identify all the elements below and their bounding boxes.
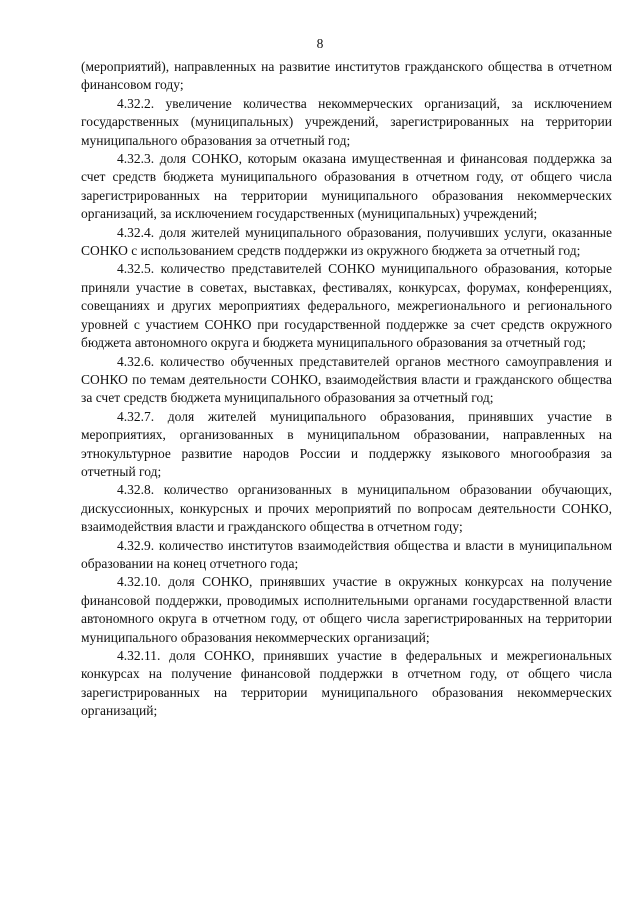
paragraph-4-32-11: 4.32.11. доля СОНКО, принявших участие в федеральных и межрегиональных конкурсах на получение финансовой поддержки в отчетном году, от общего числа зарегистрированных на территории муниципального образования некоммерческих организаций; [81, 648, 612, 719]
paragraph-continuation: (мероприятий), направленных на развитие институтов гражданского общества в отчетном финансовом году; [81, 59, 612, 93]
paragraph-4-32-7: 4.32.7. доля жителей муниципального образования, принявших участие в мероприятиях, организованных в муниципальном образовании, направленных на этнокультурное развитие народов России и поддержку языкового многообразия за отчетный год; [81, 408, 612, 479]
page-number: 8 [316, 36, 324, 51]
paragraph-4-32-2: 4.32.2. увеличение количества некоммерческих организаций, за исключением государственных (муниципальных) учреждений, зарегистрированных на территории муниципального образования за отчетный год; [81, 95, 612, 148]
paragraph-4-32-5: 4.32.5. количество представителей СОНКО муниципального образования, которые приняли участие в советах, выставках, фестивалях, конкурсах, форумах, конференциях, совещаниях и других мероприятиях федерального, межрегионального и регионального уровней с участием СОНКО при государственной поддержке за счет средств окружного бюджета автономного округа и бюджета муниципального образования за отчетный год; [81, 261, 612, 351]
paragraph-4-32-3: 4.32.3. доля СОНКО, которым оказана имущественная и финансовая поддержка за счет средств бюджета муниципального образования в отчетном году, от общего числа зарегистрированных на территории муниципального образования некоммерческих организаций, за исключением государственных (муниципальных) учреждений; [81, 151, 612, 222]
paragraph-4-32-4: 4.32.4. доля жителей муниципального образования, получивших услуги, оказанные СОНКО с использованием средств поддержки из окружного бюджета за отчетный год; [81, 224, 612, 259]
document-body [81, 58, 612, 721]
paragraph-4-32-10: 4.32.10. доля СОНКО, принявших участие в окружных конкурсах на получение финансовой поддержки, проводимых исполнительными органами государственной власти автономного округа в отчетном году, от общего числа зарегистрированных на территории муниципального образования некоммерческих организаций; [81, 574, 612, 645]
paragraph-4-32-9: 4.32.9. количество институтов взаимодействия общества и власти в муниципальном образовании на конец отчетного года; [81, 537, 612, 571]
paragraph-4-32-8: 4.32.8. количество организованных в муниципальном образовании обучающих, дискуссионных, конкурсных и прочих мероприятий по вопросам деятельности СОНКО, взаимодействия власти и гражданского общества в отчетном году; [81, 482, 612, 535]
paragraph-4-32-6: 4.32.6. количество обученных представителей органов местного самоуправления и СОНКО по темам деятельности СОНКО, взаимодействия власти и гражданского общества за счет средств бюджета муниципального образования за отчетный год; [81, 353, 612, 406]
